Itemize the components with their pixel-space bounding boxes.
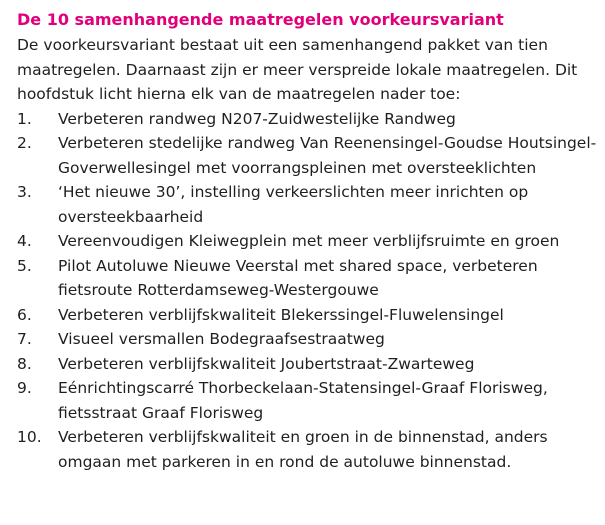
list-item-number: 8.: [17, 354, 32, 373]
list-item-line: omgaan met parkeren in en rond de autoluwe binnenstad.: [58, 452, 512, 471]
list-item: [17, 425, 597, 474]
list-item: [17, 254, 597, 303]
list-item-number: 1.: [17, 109, 32, 128]
list-item-line: oversteekbaarheid: [58, 207, 204, 226]
list-item-number: 3.: [17, 183, 32, 201]
list-item: [17, 303, 597, 328]
list-item-line: fietsroute Rotterdamseweg-Westergouwe: [58, 281, 379, 299]
list-item-number: 5.: [17, 256, 32, 275]
list-item-number: 10.: [17, 428, 42, 446]
list-item-text: [58, 131, 597, 180]
list-item: [17, 376, 597, 425]
list-item-text: [58, 376, 597, 425]
list-item-number: 7.: [17, 330, 32, 348]
list-item-number: 9.: [17, 379, 32, 397]
list-item-line: Eénrichtingscarré Thorbeckelaan-Statensingel-Graaf Florisweg,: [58, 379, 548, 397]
list-item-text: [58, 180, 597, 229]
list-item-line: Verbeteren verblijfskwaliteit Joubertstraat-Zwarteweg: [58, 354, 475, 373]
list-item-line: fietsstraat Graaf Florisweg: [58, 403, 264, 422]
document: [17, 8, 597, 474]
list-item-line: Verbeteren randweg N207-Zuidwestelijke Randweg: [58, 109, 456, 128]
section-heading: De 10 samenhangende maatregelen voorkeursvariant: [17, 10, 504, 29]
list-item-number: 6.: [17, 305, 32, 324]
list-item-number: 4.: [17, 232, 32, 250]
list-item-line: Verbeteren verblijfskwaliteit Blekerssingel-Fluwelensingel: [58, 305, 504, 324]
list-item-line: Goverwellesingel met voorrangspleinen met oversteeklichten: [58, 158, 537, 177]
intro-paragraph: De voorkeursvariant bestaat uit een samenhangend pakket van tien maatregelen. Daarnaast zijn er meer verspreide lokale maatregelen. Dit hoofdstuk licht hierna elk van de maatregelen nader toe:: [17, 36, 578, 103]
list-item-text: [58, 229, 597, 254]
list-item-number: 2.: [17, 134, 32, 152]
list-item: [17, 180, 597, 229]
measures-list: [17, 107, 597, 475]
list-item-text: [58, 327, 597, 352]
list-item: [17, 131, 597, 180]
list-item-line: Visueel versmallen Bodegraafsestraatweg: [58, 330, 385, 348]
list-item-line: Pilot Autoluwe Nieuwe Veerstal met shared space, verbeteren: [58, 256, 538, 275]
list-item: [17, 229, 597, 254]
list-item-line: Verbeteren verblijfskwaliteit en groen in de binnenstad, anders: [58, 428, 548, 446]
list-item: [17, 107, 597, 132]
list-item: [17, 352, 597, 377]
list-item: [17, 327, 597, 352]
list-item-line: Verbeteren stedelijke randweg Van Reenensingel-Goudse Houtsingel-: [58, 134, 597, 152]
list-item-line: Vereenvoudigen Kleiwegplein met meer verblijfsruimte en groen: [58, 232, 560, 250]
list-item-text: [58, 352, 597, 377]
list-item-text: [58, 303, 597, 328]
list-item-text: [58, 425, 597, 474]
list-item-text: [58, 254, 597, 303]
list-item-text: [58, 107, 597, 132]
list-item-line: ‘Het nieuwe 30’, instelling verkeerslichten meer inrichten op: [58, 183, 529, 201]
